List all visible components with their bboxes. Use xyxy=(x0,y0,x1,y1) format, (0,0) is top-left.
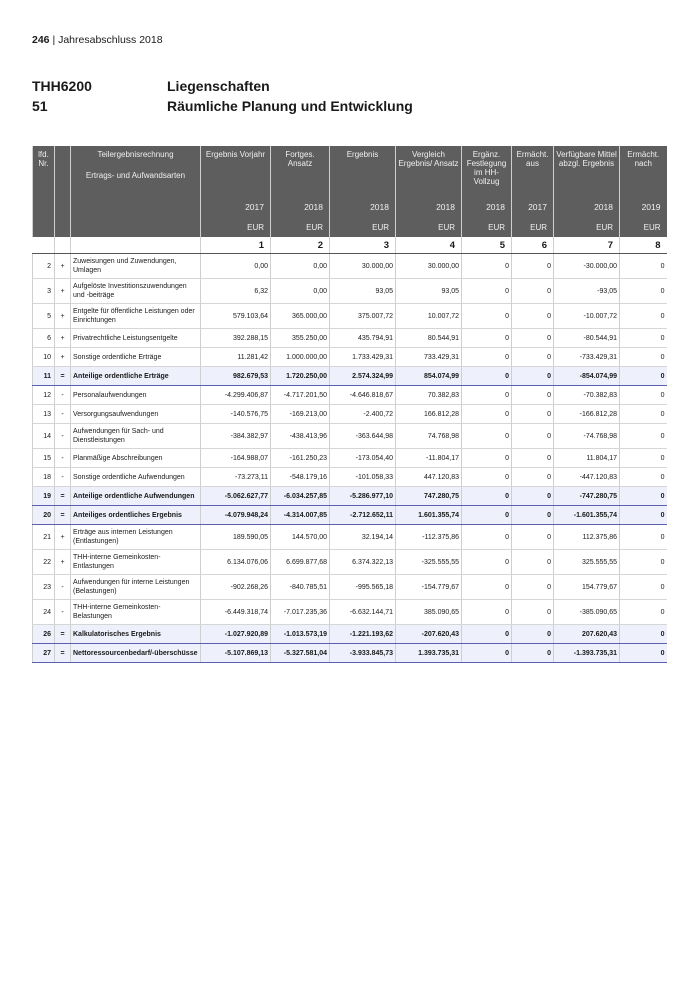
value-cell: 0 xyxy=(512,329,554,348)
table-row xyxy=(33,449,667,468)
value-cell: -5.062.627,77 xyxy=(201,487,271,506)
row-number: 10 xyxy=(33,348,55,367)
value-cell: -385.090,65 xyxy=(554,600,620,625)
row-operator: + xyxy=(55,525,71,550)
col-head-lfd: lfd. Nr. xyxy=(33,146,55,197)
value-cell: 80.544,91 xyxy=(396,329,462,348)
value-cell: 189.590,05 xyxy=(201,525,271,550)
col-head-7: Verfügbare Mittel abzgl. Ergebnis xyxy=(554,146,620,197)
row-operator: - xyxy=(55,468,71,487)
value-cell: 1.393.735,31 xyxy=(396,644,462,663)
row-operator: = xyxy=(55,367,71,386)
value-cell: 0 xyxy=(512,304,554,329)
table-row xyxy=(33,405,667,424)
value-cell: -207.620,43 xyxy=(396,625,462,644)
row-number: 26 xyxy=(33,625,55,644)
col-number: 3 xyxy=(330,237,396,254)
row-number: 11 xyxy=(33,367,55,386)
value-cell: -363.644,98 xyxy=(330,424,396,449)
row-description: Sonstige ordentliche Erträge xyxy=(71,348,201,367)
value-cell: 112.375,86 xyxy=(554,525,620,550)
value-cell: 0 xyxy=(462,625,512,644)
row-number: 24 xyxy=(33,600,55,625)
value-cell: 0 xyxy=(512,449,554,468)
row-operator: - xyxy=(55,600,71,625)
row-number: 12 xyxy=(33,386,55,405)
row-number: 19 xyxy=(33,487,55,506)
value-cell: 0 xyxy=(512,367,554,386)
value-cell: 0 xyxy=(620,386,667,405)
value-cell: 385.090,65 xyxy=(396,600,462,625)
value-cell: 11.281,42 xyxy=(201,348,271,367)
value-cell: 0 xyxy=(462,386,512,405)
value-cell: 0 xyxy=(462,348,512,367)
value-cell: -70.382,83 xyxy=(554,386,620,405)
row-number: 18 xyxy=(33,468,55,487)
value-cell: 0,00 xyxy=(271,254,330,279)
year-7: 2018 xyxy=(554,197,620,217)
row-description: Nettoressourcenbedarf/-überschüsse xyxy=(71,644,201,663)
value-cell: -169.213,00 xyxy=(271,405,330,424)
result-table xyxy=(32,146,667,663)
table-row xyxy=(33,279,667,304)
row-number: 22 xyxy=(33,550,55,575)
value-cell: -6.449.318,74 xyxy=(201,600,271,625)
row-number: 14 xyxy=(33,424,55,449)
value-cell: 0 xyxy=(620,279,667,304)
row-operator: + xyxy=(55,550,71,575)
value-cell: -166.812,28 xyxy=(554,405,620,424)
unit-4: EUR xyxy=(396,217,462,237)
value-cell: 0 xyxy=(512,575,554,600)
unit-2: EUR xyxy=(271,217,330,237)
col-number: 5 xyxy=(462,237,512,254)
value-cell: -6.632.144,71 xyxy=(330,600,396,625)
value-cell: 0 xyxy=(620,506,667,525)
value-cell: 0 xyxy=(620,405,667,424)
value-cell: 0 xyxy=(512,386,554,405)
row-description: Anteiliges ordentliches Ergebnis xyxy=(71,506,201,525)
year-1: 2017 xyxy=(201,197,271,217)
value-cell: 0 xyxy=(512,525,554,550)
value-cell: -6.034.257,85 xyxy=(271,487,330,506)
table-row xyxy=(33,487,667,506)
value-cell: 0 xyxy=(462,449,512,468)
value-cell: 30.000,00 xyxy=(396,254,462,279)
row-number: 6 xyxy=(33,329,55,348)
value-cell: 30.000,00 xyxy=(330,254,396,279)
row-description: Anteilige ordentliche Erträge xyxy=(71,367,201,386)
value-cell: -2.712.652,11 xyxy=(330,506,396,525)
table-row xyxy=(33,367,667,386)
unit-6: EUR xyxy=(512,217,554,237)
title-row-product xyxy=(32,96,413,116)
row-description: Aufwendungen für interne Leistungen (Belastungen) xyxy=(71,575,201,600)
table-row xyxy=(33,625,667,644)
value-cell: 982.679,53 xyxy=(201,367,271,386)
value-cell: -4.646.818,67 xyxy=(330,386,396,405)
value-cell: 854.074,99 xyxy=(396,367,462,386)
row-operator: + xyxy=(55,279,71,304)
unit-3: EUR xyxy=(330,217,396,237)
value-cell: 0 xyxy=(512,625,554,644)
value-cell: 0 xyxy=(462,304,512,329)
value-cell: 325.555,55 xyxy=(554,550,620,575)
value-cell: -854.074,99 xyxy=(554,367,620,386)
value-cell: 166.812,28 xyxy=(396,405,462,424)
row-description: Sonstige ordentliche Aufwendungen xyxy=(71,468,201,487)
year-4: 2018 xyxy=(396,197,462,217)
col-head-6: Ermächt. aus xyxy=(512,146,554,197)
row-description: THH-interne Gemeinkosten-Belastungen xyxy=(71,600,201,625)
value-cell: 0 xyxy=(462,644,512,663)
budget-code: THH6200 xyxy=(32,78,92,94)
row-description: Kalkulatorisches Ergebnis xyxy=(71,625,201,644)
value-cell: -840.785,51 xyxy=(271,575,330,600)
value-cell: 0 xyxy=(620,644,667,663)
row-description: Versorgungsaufwendungen xyxy=(71,405,201,424)
value-cell: 1.720.250,00 xyxy=(271,367,330,386)
value-cell: 0 xyxy=(620,367,667,386)
value-cell: 0 xyxy=(512,468,554,487)
value-cell: 0 xyxy=(462,405,512,424)
budget-name: Liegenschaften xyxy=(167,78,270,94)
row-operator: - xyxy=(55,424,71,449)
value-cell: 447.120,83 xyxy=(396,468,462,487)
table-row xyxy=(33,304,667,329)
value-cell: 0 xyxy=(512,424,554,449)
value-cell: 6.134.076,06 xyxy=(201,550,271,575)
table-row xyxy=(33,386,667,405)
value-cell: 144.570,00 xyxy=(271,525,330,550)
value-cell: 0 xyxy=(462,506,512,525)
value-cell: 375.007,72 xyxy=(330,304,396,329)
row-description: Planmäßige Abschreibungen xyxy=(71,449,201,468)
value-cell: 11.804,17 xyxy=(554,449,620,468)
year-3: 2018 xyxy=(330,197,396,217)
value-cell: 0 xyxy=(512,405,554,424)
value-cell: -1.393.735,31 xyxy=(554,644,620,663)
row-operator: + xyxy=(55,254,71,279)
col-head-8: Ermächt. nach xyxy=(620,146,667,197)
value-cell: 1.733.429,31 xyxy=(330,348,396,367)
value-cell: -80.544,91 xyxy=(554,329,620,348)
value-cell: 0 xyxy=(512,506,554,525)
col-number: 4 xyxy=(396,237,462,254)
value-cell: 0 xyxy=(512,279,554,304)
row-description: Aufwendungen für Sach- und Dienstleistungen xyxy=(71,424,201,449)
table-row xyxy=(33,254,667,279)
value-cell: 0 xyxy=(620,304,667,329)
year-row xyxy=(33,197,667,217)
value-cell: -10.007,72 xyxy=(554,304,620,329)
value-cell: 733.429,31 xyxy=(396,348,462,367)
value-cell: 0,00 xyxy=(201,254,271,279)
value-cell: -161.250,23 xyxy=(271,449,330,468)
value-cell: 0 xyxy=(462,487,512,506)
value-cell: 1.000.000,00 xyxy=(271,348,330,367)
table-row xyxy=(33,525,667,550)
title-row-budget xyxy=(32,76,413,96)
value-cell: 207.620,43 xyxy=(554,625,620,644)
unit-5: EUR xyxy=(462,217,512,237)
row-description: Zuweisungen und Zuwendungen, Umlagen xyxy=(71,254,201,279)
value-cell: 392.288,15 xyxy=(201,329,271,348)
value-cell: -447.120,83 xyxy=(554,468,620,487)
value-cell: 0 xyxy=(620,468,667,487)
unit-7: EUR xyxy=(554,217,620,237)
value-cell: -747.280,75 xyxy=(554,487,620,506)
row-operator: = xyxy=(55,506,71,525)
value-cell: -4.299.406,87 xyxy=(201,386,271,405)
value-cell: 10.007,72 xyxy=(396,304,462,329)
value-cell: -164.988,07 xyxy=(201,449,271,468)
value-cell: 0 xyxy=(462,525,512,550)
product-name: Räumliche Planung und Entwicklung xyxy=(167,98,413,114)
value-cell: -73.273,11 xyxy=(201,468,271,487)
value-cell: -4.717.201,50 xyxy=(271,386,330,405)
value-cell: 0 xyxy=(462,329,512,348)
value-cell: 154.779,67 xyxy=(554,575,620,600)
value-cell: 747.280,75 xyxy=(396,487,462,506)
value-cell: 0,00 xyxy=(271,279,330,304)
value-cell: 435.794,91 xyxy=(330,329,396,348)
value-cell: -173.054,40 xyxy=(330,449,396,468)
value-cell: 0 xyxy=(512,600,554,625)
table-row xyxy=(33,468,667,487)
value-cell: -11.804,17 xyxy=(396,449,462,468)
value-cell: 0 xyxy=(512,550,554,575)
value-cell: -733.429,31 xyxy=(554,348,620,367)
value-cell: 0 xyxy=(462,367,512,386)
value-cell: -2.400,72 xyxy=(330,405,396,424)
row-description: Anteilige ordentliche Aufwendungen xyxy=(71,487,201,506)
page-number: 246 xyxy=(32,34,50,46)
value-cell: 32.194,14 xyxy=(330,525,396,550)
row-number: 2 xyxy=(33,254,55,279)
row-description: Entgelte für öffentliche Leistungen oder Einrichtungen xyxy=(71,304,201,329)
value-cell: -5.107.869,13 xyxy=(201,644,271,663)
value-cell: 74.768,98 xyxy=(396,424,462,449)
product-code: 51 xyxy=(32,98,48,114)
unit-8: EUR xyxy=(620,217,667,237)
row-description: Privatrechtliche Leistungsentgelte xyxy=(71,329,201,348)
value-cell: -995.565,18 xyxy=(330,575,396,600)
col-head-2: Fortges. Ansatz xyxy=(271,146,330,197)
column-number-row xyxy=(33,237,667,254)
col-head-4: Vergleich Ergebnis/ Ansatz xyxy=(396,146,462,197)
value-cell: -1.013.573,19 xyxy=(271,625,330,644)
row-number: 20 xyxy=(33,506,55,525)
table-row xyxy=(33,644,667,663)
col-head-1: Ergebnis Vorjahr xyxy=(201,146,271,197)
value-cell: -1.221.193,62 xyxy=(330,625,396,644)
row-operator: = xyxy=(55,487,71,506)
table-row xyxy=(33,600,667,625)
table-body xyxy=(33,237,667,663)
value-cell: 0 xyxy=(462,468,512,487)
value-cell: 6.374.322,13 xyxy=(330,550,396,575)
row-operator: - xyxy=(55,386,71,405)
row-operator: + xyxy=(55,329,71,348)
row-number: 15 xyxy=(33,449,55,468)
page-header: 246 | Jahresabschluss 2018 xyxy=(32,34,163,46)
value-cell: -74.768,98 xyxy=(554,424,620,449)
row-number: 5 xyxy=(33,304,55,329)
value-cell: 1.601.355,74 xyxy=(396,506,462,525)
table-row xyxy=(33,575,667,600)
value-cell: 365.000,00 xyxy=(271,304,330,329)
value-cell: -325.555,55 xyxy=(396,550,462,575)
value-cell: 0 xyxy=(462,575,512,600)
value-cell: -4.079.948,24 xyxy=(201,506,271,525)
value-cell: 0 xyxy=(620,254,667,279)
value-cell: -30.000,00 xyxy=(554,254,620,279)
row-operator: = xyxy=(55,625,71,644)
value-cell: 0 xyxy=(512,487,554,506)
row-description: Personalaufwendungen xyxy=(71,386,201,405)
value-cell: 0 xyxy=(620,600,667,625)
value-cell: 0 xyxy=(462,550,512,575)
value-cell: -1.027.920,89 xyxy=(201,625,271,644)
value-cell: 0 xyxy=(620,487,667,506)
row-description: Aufgelöste Investitionszuwendungen und -beiträge xyxy=(71,279,201,304)
table-row xyxy=(33,506,667,525)
value-cell: 6,32 xyxy=(201,279,271,304)
row-number: 13 xyxy=(33,405,55,424)
value-cell: -438.413,96 xyxy=(271,424,330,449)
year-2: 2018 xyxy=(271,197,330,217)
value-cell: -548.179,16 xyxy=(271,468,330,487)
col-head-5: Ergänz. Festlegung im HH-Vollzug xyxy=(462,146,512,197)
value-cell: 0 xyxy=(462,279,512,304)
value-cell: 355.250,00 xyxy=(271,329,330,348)
value-cell: 2.574.324,99 xyxy=(330,367,396,386)
value-cell: -112.375,86 xyxy=(396,525,462,550)
value-cell: 0 xyxy=(462,600,512,625)
col-number: 2 xyxy=(271,237,330,254)
table-row xyxy=(33,424,667,449)
value-cell: -1.601.355,74 xyxy=(554,506,620,525)
value-cell: 0 xyxy=(620,625,667,644)
unit-1: EUR xyxy=(201,217,271,237)
year-5: 2018 xyxy=(462,197,512,217)
value-cell: 0 xyxy=(462,424,512,449)
value-cell: 0 xyxy=(462,254,512,279)
running-title: Jahresabschluss 2018 xyxy=(58,34,163,46)
value-cell: -7.017.235,36 xyxy=(271,600,330,625)
row-number: 27 xyxy=(33,644,55,663)
row-operator: + xyxy=(55,304,71,329)
value-cell: 0 xyxy=(620,424,667,449)
row-description: THH-interne Gemeinkosten-Entlastungen xyxy=(71,550,201,575)
col-number: 8 xyxy=(620,237,667,254)
value-cell: -384.382,97 xyxy=(201,424,271,449)
row-operator: - xyxy=(55,449,71,468)
col-head-description: Teilergebnisrechnung Ertrags- und Aufwandsarten xyxy=(71,146,201,197)
value-cell: -154.779,67 xyxy=(396,575,462,600)
year-8: 2019 xyxy=(620,197,667,217)
section-titles xyxy=(32,76,413,116)
value-cell: -5.327.581,04 xyxy=(271,644,330,663)
row-number: 21 xyxy=(33,525,55,550)
row-description: Erträge aus internen Leistungen (Entlastungen) xyxy=(71,525,201,550)
value-cell: -4.314.007,85 xyxy=(271,506,330,525)
value-cell: 0 xyxy=(620,348,667,367)
value-cell: 93,05 xyxy=(396,279,462,304)
row-operator: + xyxy=(55,348,71,367)
value-cell: 6.699.877,68 xyxy=(271,550,330,575)
row-number: 3 xyxy=(33,279,55,304)
value-cell: 0 xyxy=(620,525,667,550)
value-cell: 0 xyxy=(512,254,554,279)
col-head-3: Ergebnis xyxy=(330,146,396,197)
value-cell: 0 xyxy=(512,644,554,663)
value-cell: 70.382,83 xyxy=(396,386,462,405)
table-row xyxy=(33,329,667,348)
value-cell: -140.576,75 xyxy=(201,405,271,424)
col-number: 7 xyxy=(554,237,620,254)
row-number: 23 xyxy=(33,575,55,600)
value-cell: 0 xyxy=(620,329,667,348)
row-operator: - xyxy=(55,575,71,600)
value-cell: 0 xyxy=(620,575,667,600)
row-operator: - xyxy=(55,405,71,424)
unit-row xyxy=(33,217,667,237)
value-cell: 0 xyxy=(620,550,667,575)
year-6: 2017 xyxy=(512,197,554,217)
table-row xyxy=(33,550,667,575)
value-cell: -5.286.977,10 xyxy=(330,487,396,506)
col-number: 6 xyxy=(512,237,554,254)
col-number: 1 xyxy=(201,237,271,254)
value-cell: -101.058,33 xyxy=(330,468,396,487)
value-cell: -902.268,26 xyxy=(201,575,271,600)
value-cell: 0 xyxy=(512,348,554,367)
row-operator: = xyxy=(55,644,71,663)
value-cell: 93,05 xyxy=(330,279,396,304)
value-cell: 579.103,64 xyxy=(201,304,271,329)
value-cell: -93,05 xyxy=(554,279,620,304)
value-cell: 0 xyxy=(620,449,667,468)
table-row xyxy=(33,348,667,367)
value-cell: -3.933.845,73 xyxy=(330,644,396,663)
